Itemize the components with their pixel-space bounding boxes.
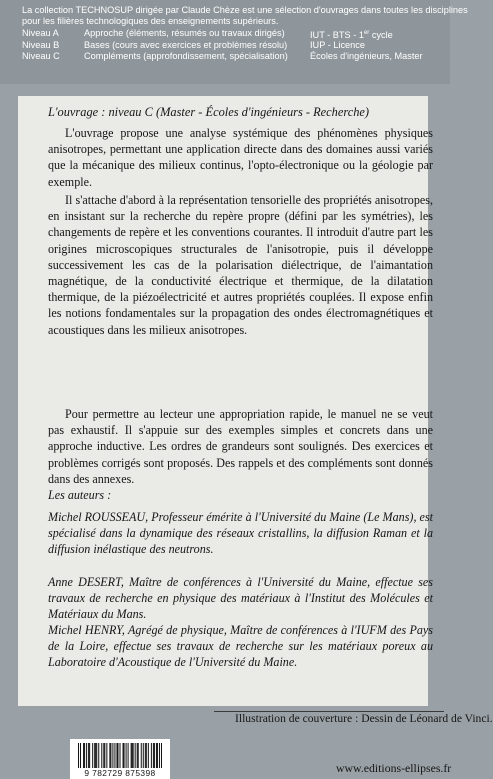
- barcode-bar: [151, 743, 152, 768]
- level-audience: IUP - Licence: [310, 39, 365, 50]
- barcode-bar: [137, 743, 138, 768]
- level-row-b: [22, 40, 442, 51]
- collection-intro-line-1: La collection TECHNOSUP dirigée par Claude Chèze est une sélection d'ouvrages dans toutes les disciplines: [22, 5, 468, 15]
- barcode-bar: [126, 743, 127, 768]
- barcode-bar: [78, 743, 79, 768]
- barcode-bar: [145, 743, 146, 768]
- barcode-bar: [157, 743, 158, 768]
- barcode-bar: [159, 743, 160, 768]
- barcode-bar: [141, 743, 142, 768]
- barcode-bar: [94, 743, 95, 768]
- cover-illustration-credit: Illustration de couverture : Dessin de Léonard de Vinci.: [235, 712, 493, 725]
- level-row-a: [22, 28, 442, 39]
- barcode-bars: [78, 743, 162, 768]
- barcode-bar: [95, 743, 96, 768]
- summary-paragraph-3: Pour permettre au lecteur une appropriation rapide, le manuel ne se veut pas exhaustif. Il s'appuie sur des exemples simples et concrets dans une approche inductive. Les ordres de grandeurs sont soulignés. Des exercices et problèmes corrigés sont proposés. Des rappels et des compléments sont donnés dans des annexes.: [48, 407, 433, 486]
- barcode-bar: [146, 743, 147, 768]
- author-bio-henry: Michel HENRY, Agrégé de physique, Maître de conférences à l'IUFM des Pays de la Loire, effectue ses travaux de recherche sur les matériaux poreux au Laboratoire d'Acoustique de l'Université du Maine.: [48, 623, 433, 670]
- summary-paragraph-2: Il s'attache d'abord à la représentation tensorielle des propriétés anisotropes, en insistant sur la recherche du repère propre (défini par les symétries), les changements de repère et les conventions courantes. Il introduit d'autre part les origines microscopiques structurales de l'anisotropie, puis il développe successivement les cas de la polarisation diélectrique, de l'aimantation magnétique, de la conductivité électrique et thermique, de la dilatation thermique, de la piézoélectricité et autres propriétés couplées. Il expose enfin les notions fondamentales sur la propagation des ondes électromagnétiques et acoustiques dans les milieux anisotropes.: [48, 193, 433, 337]
- barcode-bar: [161, 743, 162, 768]
- barcode-bar: [103, 743, 104, 768]
- barcode-bar: [135, 743, 136, 768]
- collection-header: [0, 0, 468, 84]
- barcode-bar: [98, 743, 99, 768]
- barcode-bar: [86, 743, 87, 768]
- level-description: Approche (éléments, résumés ou travaux dirigés): [84, 28, 285, 38]
- barcode-bar: [156, 743, 157, 768]
- barcode-bar: [143, 743, 144, 768]
- barcode-bar: [114, 743, 115, 768]
- barcode-bar: [138, 743, 139, 768]
- publisher-website: www.editions-ellipses.fr: [336, 761, 452, 775]
- barcode-bar: [92, 743, 93, 768]
- back-cover-panel: [18, 96, 493, 778]
- barcode-bar: [133, 743, 134, 768]
- barcode-bar: [148, 743, 149, 768]
- summary-paragraph-1: L'ouvrage propose une analyse systémique des phénomènes physiques anisotropes, permettant une application directe dans des domaines aussi variés que la mécanique des milieux continus, l'opto-électronique ou la géologie par exemple.: [48, 126, 433, 189]
- barcode-bar: [154, 743, 155, 768]
- barcode-bar: [123, 743, 124, 768]
- barcode-bar: [124, 743, 125, 768]
- level-label: Niveau B: [22, 39, 60, 50]
- authors-heading: Les auteurs :: [48, 488, 112, 502]
- level-label: Niveau A: [22, 28, 59, 38]
- barcode-bar: [128, 743, 129, 768]
- level-description: Bases (cours avec exercices et problèmes résolu): [84, 39, 288, 50]
- collection-intro: [22, 5, 468, 28]
- barcode-bar: [131, 743, 132, 768]
- level-audience: IUT - BTS - 1er cycle: [310, 30, 393, 41]
- barcode-bar: [119, 743, 120, 768]
- barcode-bar: [110, 743, 111, 768]
- barcode-number: 9 782729 875398: [84, 768, 156, 778]
- barcode-bar: [104, 743, 105, 768]
- barcode-bar: [101, 743, 102, 768]
- barcode-bar: [80, 743, 81, 768]
- collection-intro-line-2: pour les filières technologiques des enseignements supérieurs.: [22, 16, 279, 27]
- level-row-c: [22, 51, 442, 62]
- barcode-bar: [96, 743, 97, 768]
- barcode-bar: [132, 743, 133, 768]
- barcode-bar: [112, 743, 113, 768]
- barcode-bar: [83, 743, 84, 768]
- level-label: Niveau C: [22, 51, 60, 61]
- level-description: Compléments (approfondissement, spécialisation): [84, 51, 288, 61]
- barcode-bar: [106, 743, 107, 768]
- isbn-barcode: [70, 739, 170, 779]
- book-level-title: L'ouvrage : niveau C (Master - Écoles d'ingénieurs - Recherche): [48, 105, 370, 119]
- barcode-bar: [109, 743, 110, 768]
- author-bio-rousseau: Michel ROUSSEAU, Professeur émérite à l'Université du Maine (Le Mans), est spécialisé dans la dynamique des réseaux cristallins, la diffusion Raman et la diffusion inélastique des neutrons.: [48, 510, 433, 557]
- barcode-bar: [117, 743, 118, 768]
- barcode-bar: [153, 743, 154, 768]
- barcode-bar: [116, 743, 117, 768]
- author-bio-desert: Anne DESERT, Maître de conférences à l'Université du Maine, effectue ses travaux de recherche en physique des matériaux à l'Institut des Molécules et Matériaux du Mans.: [48, 575, 433, 622]
- barcode-bar: [84, 743, 85, 768]
- barcode-bar: [88, 743, 89, 768]
- level-audience: Écoles d'ingénieurs, Master: [310, 51, 423, 61]
- barcode-bar: [89, 743, 90, 768]
